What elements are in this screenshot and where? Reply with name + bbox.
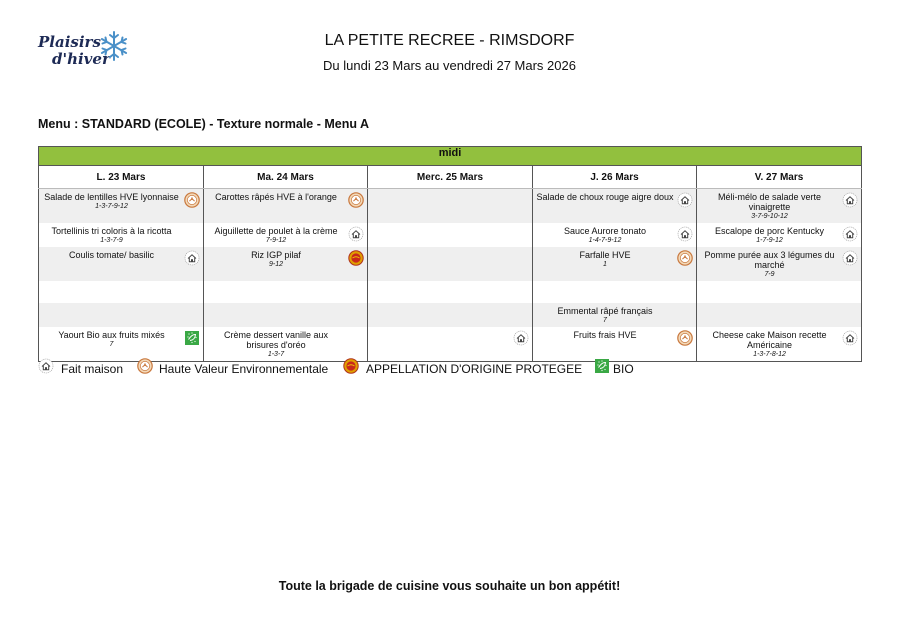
menu-cell-tuesday bbox=[204, 247, 368, 281]
fait-maison-icon bbox=[842, 250, 858, 266]
menu-cell-thursday bbox=[533, 281, 697, 303]
dish-entry bbox=[204, 327, 367, 361]
day-header-wednesday: Merc. 25 Mars bbox=[368, 166, 533, 189]
aop-icon bbox=[343, 358, 359, 374]
dish-name: Emmental râpé français bbox=[557, 306, 653, 316]
menu-cell-friday bbox=[697, 189, 862, 224]
dish-name: Aiguillette de poulet à la crème bbox=[214, 226, 338, 236]
dish-entry bbox=[533, 303, 696, 327]
menu-cell-friday bbox=[697, 327, 862, 362]
menu-cell-tuesday bbox=[204, 303, 368, 327]
dish-entry bbox=[204, 303, 367, 308]
menu-cell-wednesday bbox=[368, 303, 533, 327]
allergen-codes: 1 bbox=[603, 261, 607, 268]
bio-icon bbox=[184, 330, 200, 346]
dish-entry bbox=[533, 281, 696, 286]
menu-row bbox=[39, 303, 862, 327]
dish-name: Salade de lentilles HVE lyonnaise bbox=[44, 192, 179, 202]
meal-band: midi bbox=[39, 147, 862, 166]
hve-icon bbox=[677, 330, 693, 346]
dish-entry bbox=[533, 327, 696, 342]
fait-maison-icon bbox=[842, 226, 858, 242]
menu-row bbox=[39, 223, 862, 247]
menu-cell-thursday bbox=[533, 247, 697, 281]
dish-entry bbox=[204, 281, 367, 286]
menu-cell-thursday bbox=[533, 223, 697, 247]
menu-cell-friday bbox=[697, 247, 862, 281]
fait-maison-icon bbox=[348, 226, 364, 242]
fait-maison-icon bbox=[184, 250, 200, 266]
fait-maison-icon bbox=[842, 192, 858, 208]
menu-cell-monday bbox=[39, 189, 204, 224]
fait-maison-icon bbox=[677, 192, 693, 208]
dish-entry bbox=[39, 247, 203, 262]
dish-entry bbox=[697, 223, 861, 247]
dish-entry bbox=[697, 327, 861, 361]
dish-name: Riz IGP pilaf bbox=[251, 250, 301, 260]
bio-icon bbox=[594, 358, 610, 374]
weekly-menu-table bbox=[38, 146, 862, 362]
dish-entry bbox=[204, 223, 367, 247]
menu-cell-thursday bbox=[533, 189, 697, 224]
allergen-codes: 7 bbox=[109, 341, 114, 348]
menu-row bbox=[39, 189, 862, 224]
menu-cell-friday bbox=[697, 281, 862, 303]
dish-name: Méli-mélo de salade verte vinaigrette bbox=[717, 192, 822, 212]
allergen-codes: 1-4-7-9-12 bbox=[588, 237, 622, 244]
menu-cell-wednesday bbox=[368, 281, 533, 303]
dish-name: Pomme purée aux 3 légumes du marché bbox=[704, 250, 835, 270]
menu-cell-tuesday bbox=[204, 223, 368, 247]
menu-row bbox=[39, 247, 862, 281]
fait-maison-icon bbox=[842, 330, 858, 346]
dish-entry bbox=[39, 327, 203, 351]
dish-entry bbox=[368, 223, 532, 228]
allergen-codes: 7-9 bbox=[764, 271, 775, 278]
menu-cell-tuesday bbox=[204, 189, 368, 224]
dish-entry bbox=[39, 303, 203, 308]
menu-cell-monday bbox=[39, 281, 204, 303]
dish-entry bbox=[697, 281, 861, 286]
dish-entry bbox=[697, 303, 861, 308]
dish-entry bbox=[39, 281, 203, 286]
menu-cell-monday bbox=[39, 247, 204, 281]
dish-entry bbox=[533, 189, 696, 204]
dish-entry bbox=[697, 247, 861, 281]
dish-entry bbox=[39, 223, 203, 247]
aop-icon bbox=[348, 250, 364, 266]
hve-icon bbox=[137, 358, 153, 374]
menu-body bbox=[39, 189, 862, 362]
menu-cell-monday bbox=[39, 303, 204, 327]
menu-cell-wednesday bbox=[368, 247, 533, 281]
dish-entry bbox=[368, 327, 532, 332]
menu-cell-wednesday bbox=[368, 189, 533, 224]
dish-entry bbox=[368, 281, 532, 286]
menu-label: Menu : STANDARD (ECOLE) - Texture normale - Menu A bbox=[38, 117, 370, 131]
day-header-tuesday: Ma. 24 Mars bbox=[204, 166, 368, 189]
dish-entry bbox=[697, 189, 861, 223]
logo-line-1: Plaisirs bbox=[38, 33, 101, 51]
dish-name: Farfalle HVE bbox=[579, 250, 631, 260]
day-header-thursday: J. 26 Mars bbox=[533, 166, 697, 189]
fait-maison-icon bbox=[677, 226, 693, 242]
date-range: Du lundi 23 Mars au vendredi 27 Mars 2026 bbox=[323, 58, 576, 73]
dish-entry bbox=[204, 247, 367, 271]
dish-name: Cheese cake Maison recette Américaine bbox=[712, 330, 827, 350]
allergen-codes: 1-3-7 bbox=[267, 351, 285, 358]
day-header-friday: V. 27 Mars bbox=[697, 166, 862, 189]
dish-name: Coulis tomate/ basilic bbox=[68, 250, 155, 260]
hve-icon bbox=[184, 192, 200, 208]
allergen-codes: 1-3-7-9-12 bbox=[95, 203, 128, 210]
allergen-codes: 1-3-7-8-12 bbox=[753, 351, 786, 358]
legend-label: Haute Valeur Environnementale bbox=[159, 362, 329, 376]
menu-cell-wednesday bbox=[368, 223, 533, 247]
legend-label: APPELLATION D'ORIGINE PROTEGEE bbox=[366, 362, 583, 376]
legend-label: BIO bbox=[613, 362, 634, 376]
dish-entry bbox=[204, 189, 367, 204]
allergen-codes: 7 bbox=[603, 317, 607, 324]
dish-entry bbox=[39, 189, 203, 213]
menu-cell-tuesday bbox=[204, 281, 368, 303]
legend-label: Fait maison bbox=[61, 362, 124, 376]
hve-icon bbox=[677, 250, 693, 266]
menu-cell-monday bbox=[39, 327, 204, 362]
dish-name: Escalope de porc Kentucky bbox=[714, 226, 825, 236]
menu-cell-friday bbox=[697, 303, 862, 327]
menu-cell-friday bbox=[697, 223, 862, 247]
dish-name: Crème dessert vanille aux brisures d'oréo bbox=[223, 330, 329, 350]
dish-entry bbox=[368, 247, 532, 252]
allergen-codes: 1-7-9-12 bbox=[756, 237, 783, 244]
menu-cell-thursday bbox=[533, 327, 697, 362]
dish-name: Yaourt Bio aux fruits mixés bbox=[58, 330, 165, 340]
allergen-codes: 9-12 bbox=[268, 261, 283, 268]
dish-name: Carottes râpés HVE à l'orange bbox=[215, 192, 337, 202]
dish-name: Fruits frais HVE bbox=[573, 330, 637, 340]
allergen-codes: 7-9-12 bbox=[265, 237, 287, 244]
day-header-monday: L. 23 Mars bbox=[39, 166, 204, 189]
dish-name: Tortellinis tri coloris à la ricotta bbox=[51, 226, 172, 236]
allergen-codes: 1-3-7-9 bbox=[100, 237, 123, 244]
dish-entry bbox=[533, 223, 696, 247]
dish-name: Sauce Aurore tonato bbox=[563, 226, 647, 236]
menu-row bbox=[39, 281, 862, 303]
fait-maison-icon bbox=[38, 358, 54, 374]
menu-cell-monday bbox=[39, 223, 204, 247]
allergen-codes: 3-7-9-10-12 bbox=[751, 213, 788, 220]
dish-entry bbox=[533, 247, 696, 271]
day-headers bbox=[39, 166, 862, 189]
menu-cell-wednesday bbox=[368, 327, 533, 362]
hve-icon bbox=[348, 192, 364, 208]
footer-message: Toute la brigade de cuisine vous souhaite un bon appétit! bbox=[278, 579, 621, 593]
logo-line-2: d'hiver bbox=[52, 50, 110, 68]
fait-maison-icon bbox=[513, 330, 529, 346]
dish-entry bbox=[368, 303, 532, 308]
page-title: LA PETITE RECREE - RIMSDORF bbox=[324, 32, 575, 49]
menu-cell-thursday bbox=[533, 303, 697, 327]
dish-name: Salade de choux rouge aigre doux bbox=[536, 192, 674, 202]
menu-row bbox=[39, 327, 862, 362]
menu-cell-tuesday bbox=[204, 327, 368, 362]
dish-entry bbox=[368, 189, 532, 194]
